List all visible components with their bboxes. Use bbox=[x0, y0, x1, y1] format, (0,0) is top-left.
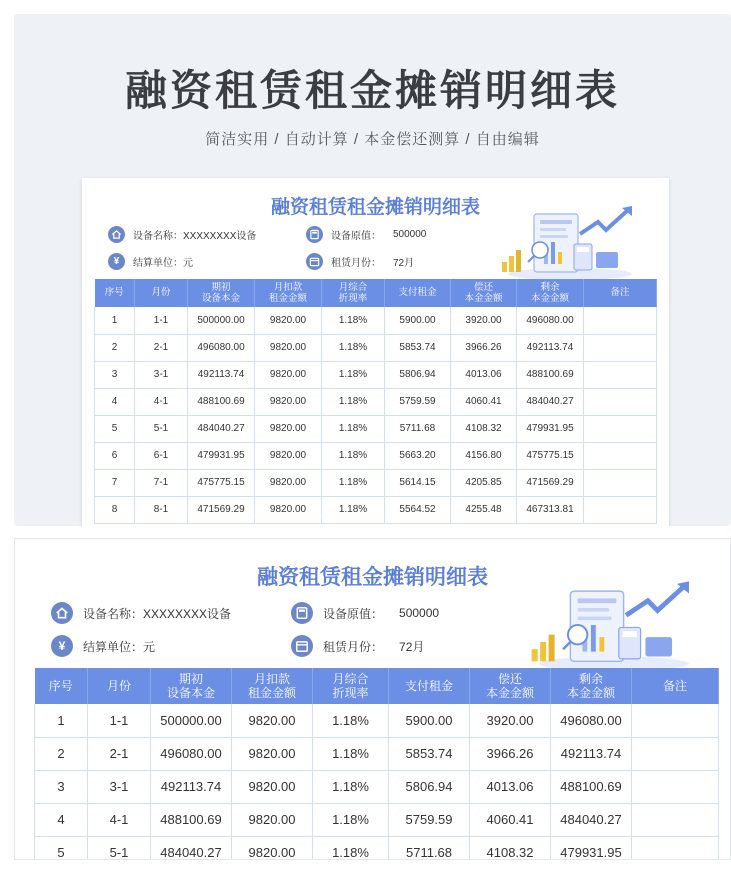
device-name-label: 设备名称： bbox=[133, 231, 183, 242]
table-row bbox=[95, 361, 657, 388]
cell-rent-paid: 5711.68 bbox=[385, 415, 451, 442]
col-header-remarks bbox=[584, 279, 657, 307]
cell-remaining-principal: 479931.95 bbox=[551, 836, 632, 860]
col-header-text: 月份 bbox=[106, 678, 131, 693]
cell-opening-principal: 488100.69 bbox=[188, 388, 255, 415]
cell-principal-repaid: 4060.41 bbox=[451, 388, 517, 415]
cell-discount-rate: 1.18% bbox=[322, 469, 385, 496]
cell-month: 3-1 bbox=[88, 770, 151, 803]
cell-principal-repaid: 3966.26 bbox=[470, 737, 551, 770]
col-header-text: 本金金额 bbox=[530, 293, 569, 304]
cell-seq: 8 bbox=[95, 496, 135, 523]
cell-rent-paid: 5759.59 bbox=[385, 388, 451, 415]
col-header-rent-paid bbox=[389, 668, 470, 704]
months-label: 租赁月份： bbox=[331, 258, 381, 269]
cell-discount-rate: 1.18% bbox=[322, 388, 385, 415]
col-header-text: 剩余 bbox=[578, 671, 603, 686]
table-row bbox=[95, 469, 657, 496]
cell-rent-paid: 5900.00 bbox=[389, 704, 470, 737]
col-header-monthly-rent bbox=[232, 668, 313, 704]
cell-discount-rate: 1.18% bbox=[322, 496, 385, 523]
cell-remaining-principal: 496080.00 bbox=[517, 307, 584, 334]
cell-principal-repaid: 4060.41 bbox=[470, 803, 551, 836]
cell-opening-principal: 475775.15 bbox=[188, 469, 255, 496]
cell-month: 5-1 bbox=[135, 415, 188, 442]
cell-monthly-rent: 9820.00 bbox=[232, 704, 313, 737]
col-header-text: 月扣款 bbox=[273, 281, 303, 293]
cell-rent-paid: 5663.20 bbox=[385, 442, 451, 469]
cell-month: 8-1 bbox=[135, 496, 188, 523]
col-header-text: 月份 bbox=[151, 287, 171, 299]
cell-monthly-rent: 9820.00 bbox=[255, 496, 322, 523]
cell-remarks[interactable] bbox=[584, 442, 657, 469]
cell-opening-principal: 484040.27 bbox=[151, 836, 232, 860]
col-header-remarks bbox=[632, 668, 719, 704]
col-header-text: 偿还 bbox=[473, 281, 493, 293]
table-row bbox=[35, 704, 719, 737]
months-label: 租赁月份： bbox=[323, 639, 384, 654]
col-header-remaining-principal bbox=[551, 668, 632, 704]
cell-monthly-rent: 9820.00 bbox=[232, 803, 313, 836]
yen-icon: ¥ bbox=[51, 635, 73, 657]
cell-discount-rate: 1.18% bbox=[322, 361, 385, 388]
cell-monthly-rent: 9820.00 bbox=[232, 770, 313, 803]
cell-monthly-rent: 9820.00 bbox=[255, 442, 322, 469]
cell-remaining-principal: 479931.95 bbox=[517, 415, 584, 442]
sheet-title: 融资租赁租金摊销明细表 bbox=[270, 197, 480, 218]
cell-month: 5-1 bbox=[88, 836, 151, 860]
original-value-row bbox=[291, 602, 439, 624]
original-value: 500000 bbox=[399, 606, 440, 620]
calculator-icon bbox=[306, 226, 323, 243]
hero-subtitle: 简洁实用 / 自动计算 / 本金偿还测算 / 自由编辑 bbox=[205, 131, 540, 148]
cell-month: 4-1 bbox=[135, 388, 188, 415]
hero-title: 融资租赁租金摊销明细表 bbox=[124, 66, 620, 115]
cell-discount-rate: 1.18% bbox=[313, 737, 389, 770]
col-header-text: 折现率 bbox=[332, 686, 369, 700]
col-header-principal-repaid bbox=[451, 279, 517, 307]
cell-monthly-rent: 9820.00 bbox=[255, 361, 322, 388]
col-header-text: 设备本金 bbox=[201, 293, 240, 304]
yen-icon: ¥ bbox=[108, 253, 125, 270]
table-row bbox=[95, 496, 657, 523]
col-header-text: 月扣款 bbox=[253, 671, 290, 686]
table-row bbox=[95, 442, 657, 469]
months-value: 72月 bbox=[393, 258, 415, 269]
cell-rent-paid: 5614.15 bbox=[385, 469, 451, 496]
cell-remarks[interactable] bbox=[584, 415, 657, 442]
cell-discount-rate: 1.18% bbox=[322, 415, 385, 442]
cell-seq: 3 bbox=[35, 770, 88, 803]
table-row bbox=[35, 836, 719, 860]
cell-principal-repaid: 3920.00 bbox=[451, 307, 517, 334]
col-header-seq bbox=[95, 279, 135, 307]
col-header-text: 偿还 bbox=[497, 671, 522, 686]
unit-value: 元 bbox=[143, 639, 156, 654]
device-name-row bbox=[108, 226, 256, 243]
unit-row bbox=[108, 253, 193, 270]
cell-opening-principal: 492113.74 bbox=[188, 361, 255, 388]
col-header-text: 本金金额 bbox=[464, 293, 503, 304]
calculator-icon bbox=[291, 602, 313, 624]
table-header-row bbox=[95, 279, 657, 307]
cell-month: 3-1 bbox=[135, 361, 188, 388]
cell-principal-repaid: 3966.26 bbox=[451, 334, 517, 361]
cell-seq: 2 bbox=[95, 334, 135, 361]
cell-principal-repaid: 4013.06 bbox=[470, 770, 551, 803]
cell-rent-paid: 5759.59 bbox=[389, 803, 470, 836]
cell-remarks[interactable] bbox=[584, 496, 657, 523]
cell-principal-repaid: 4156.80 bbox=[451, 442, 517, 469]
calendar-icon bbox=[306, 253, 323, 270]
col-header-seq bbox=[35, 668, 88, 704]
cell-monthly-rent: 9820.00 bbox=[232, 737, 313, 770]
col-header-text: 支付租金 bbox=[398, 287, 437, 299]
col-header-text: 期初 bbox=[211, 281, 231, 293]
cell-remaining-principal: 484040.27 bbox=[551, 803, 632, 836]
col-header-discount-rate bbox=[322, 279, 385, 307]
table-row bbox=[95, 415, 657, 442]
table-header-row bbox=[35, 668, 719, 704]
col-header-text: 序号 bbox=[48, 678, 73, 693]
cell-discount-rate: 1.18% bbox=[313, 704, 389, 737]
cell-monthly-rent: 9820.00 bbox=[255, 469, 322, 496]
col-header-text: 序号 bbox=[104, 287, 124, 299]
cell-remaining-principal: 488100.69 bbox=[551, 770, 632, 803]
cell-month: 1-1 bbox=[135, 307, 188, 334]
cell-principal-repaid: 4013.06 bbox=[451, 361, 517, 388]
cell-opening-principal: 479931.95 bbox=[188, 442, 255, 469]
cell-rent-paid: 5711.68 bbox=[389, 836, 470, 860]
cell-principal-repaid: 4255.48 bbox=[451, 496, 517, 523]
original-value-row bbox=[306, 226, 426, 243]
preview-top-panel bbox=[14, 14, 731, 526]
cell-month: 1-1 bbox=[88, 704, 151, 737]
col-header-text: 备注 bbox=[610, 287, 630, 299]
cell-month: 4-1 bbox=[88, 803, 151, 836]
cell-remaining-principal: 488100.69 bbox=[517, 361, 584, 388]
col-header-text: 备注 bbox=[662, 678, 687, 693]
col-header-opening-principal bbox=[151, 668, 232, 704]
cell-remaining-principal: 475775.15 bbox=[517, 442, 584, 469]
house-icon bbox=[51, 602, 73, 624]
original-value-label: 设备原值： bbox=[323, 606, 384, 621]
cell-month: 2-1 bbox=[88, 737, 151, 770]
cell-principal-repaid: 4205.85 bbox=[451, 469, 517, 496]
cell-monthly-rent: 9820.00 bbox=[255, 334, 322, 361]
col-header-text: 月综合 bbox=[338, 281, 368, 293]
cell-month: 6-1 bbox=[135, 442, 188, 469]
cell-remaining-principal: 492113.74 bbox=[551, 737, 632, 770]
sheet-preview-small bbox=[82, 178, 669, 526]
cell-remaining-principal: 496080.00 bbox=[551, 704, 632, 737]
col-header-month bbox=[135, 279, 188, 307]
months-value: 72月 bbox=[399, 639, 425, 654]
unit-label: 结算单位： bbox=[83, 639, 144, 654]
cell-opening-principal: 496080.00 bbox=[188, 334, 255, 361]
col-header-discount-rate bbox=[313, 668, 389, 704]
col-header-text: 租金金额 bbox=[247, 686, 296, 700]
cell-principal-repaid: 4108.32 bbox=[451, 415, 517, 442]
cell-remarks[interactable] bbox=[632, 836, 719, 860]
cell-rent-paid: 5900.00 bbox=[385, 307, 451, 334]
unit-value: 元 bbox=[183, 258, 193, 269]
cell-opening-principal: 500000.00 bbox=[188, 307, 255, 334]
cell-monthly-rent: 9820.00 bbox=[255, 388, 322, 415]
cell-opening-principal: 471569.29 bbox=[188, 496, 255, 523]
cell-rent-paid: 5806.94 bbox=[389, 770, 470, 803]
months-row bbox=[306, 253, 414, 270]
device-name-label: 设备名称： bbox=[83, 606, 144, 621]
cell-principal-repaid: 3920.00 bbox=[470, 704, 551, 737]
table-row bbox=[35, 737, 719, 770]
months-row bbox=[291, 635, 424, 657]
original-value: 500000 bbox=[393, 229, 427, 240]
cell-discount-rate: 1.18% bbox=[313, 803, 389, 836]
device-name-value: XXXXXXXX设备 bbox=[183, 231, 257, 242]
cell-discount-rate: 1.18% bbox=[322, 442, 385, 469]
cell-month: 2-1 bbox=[135, 334, 188, 361]
cell-opening-principal: 492113.74 bbox=[151, 770, 232, 803]
cell-opening-principal: 500000.00 bbox=[151, 704, 232, 737]
cell-discount-rate: 1.18% bbox=[313, 770, 389, 803]
device-name-row bbox=[51, 602, 231, 624]
col-header-text: 本金金额 bbox=[485, 686, 534, 700]
amortization-table bbox=[94, 279, 657, 524]
col-header-monthly-rent bbox=[255, 279, 322, 307]
col-header-text: 剩余 bbox=[540, 281, 560, 293]
cell-remaining-principal: 484040.27 bbox=[517, 388, 584, 415]
cell-month: 7-1 bbox=[135, 469, 188, 496]
finance-chart-illustration bbox=[525, 579, 715, 671]
cell-seq: 1 bbox=[35, 704, 88, 737]
finance-chart-illustration bbox=[500, 204, 650, 280]
col-header-remaining-principal bbox=[517, 279, 584, 307]
cell-remaining-principal: 492113.74 bbox=[517, 334, 584, 361]
col-header-principal-repaid bbox=[470, 668, 551, 704]
cell-rent-paid: 5853.74 bbox=[385, 334, 451, 361]
cell-discount-rate: 1.18% bbox=[313, 836, 389, 860]
col-header-text: 支付租金 bbox=[404, 678, 453, 693]
col-header-opening-principal bbox=[188, 279, 255, 307]
col-header-text: 月综合 bbox=[332, 671, 369, 686]
cell-remarks[interactable] bbox=[632, 770, 719, 803]
cell-seq: 4 bbox=[95, 388, 135, 415]
cell-remarks[interactable] bbox=[584, 469, 657, 496]
col-header-text: 期初 bbox=[178, 671, 203, 686]
cell-remarks[interactable] bbox=[632, 737, 719, 770]
cell-seq: 5 bbox=[35, 836, 88, 860]
cell-seq: 7 bbox=[95, 469, 135, 496]
cell-remarks[interactable] bbox=[584, 361, 657, 388]
cell-discount-rate: 1.18% bbox=[322, 307, 385, 334]
cell-monthly-rent: 9820.00 bbox=[255, 415, 322, 442]
cell-seq: 5 bbox=[95, 415, 135, 442]
original-value-label: 设备原值： bbox=[331, 231, 381, 242]
cell-remaining-principal: 467313.81 bbox=[517, 496, 584, 523]
col-header-text: 设备本金 bbox=[166, 686, 215, 700]
cell-rent-paid: 5564.52 bbox=[385, 496, 451, 523]
cell-opening-principal: 484040.27 bbox=[188, 415, 255, 442]
amortization-table bbox=[34, 668, 719, 860]
cell-seq: 3 bbox=[95, 361, 135, 388]
cell-remaining-principal: 471569.29 bbox=[517, 469, 584, 496]
unit-label: 结算单位： bbox=[133, 258, 183, 269]
device-name-value: XXXXXXXX设备 bbox=[143, 606, 232, 621]
cell-principal-repaid: 4108.32 bbox=[470, 836, 551, 860]
unit-row bbox=[51, 635, 155, 657]
cell-remarks[interactable] bbox=[632, 704, 719, 737]
col-header-month bbox=[88, 668, 151, 704]
cell-seq: 4 bbox=[35, 803, 88, 836]
col-header-text: 租金金额 bbox=[268, 293, 307, 304]
cell-seq: 1 bbox=[95, 307, 135, 334]
cell-monthly-rent: 9820.00 bbox=[255, 307, 322, 334]
cell-rent-paid: 5806.94 bbox=[385, 361, 451, 388]
cell-monthly-rent: 9820.00 bbox=[232, 836, 313, 860]
cell-opening-principal: 488100.69 bbox=[151, 803, 232, 836]
table-row bbox=[95, 334, 657, 361]
cell-remarks[interactable] bbox=[584, 334, 657, 361]
cell-opening-principal: 496080.00 bbox=[151, 737, 232, 770]
sheet-title: 融资租赁租金摊销明细表 bbox=[257, 566, 488, 589]
table-row bbox=[35, 803, 719, 836]
calendar-icon bbox=[291, 635, 313, 657]
col-header-text: 折现率 bbox=[338, 293, 368, 304]
house-icon bbox=[108, 226, 125, 243]
cell-discount-rate: 1.18% bbox=[322, 334, 385, 361]
cell-remarks[interactable] bbox=[632, 803, 719, 836]
cell-remarks[interactable] bbox=[584, 388, 657, 415]
cell-remarks[interactable] bbox=[584, 307, 657, 334]
col-header-text: 本金金额 bbox=[566, 686, 615, 700]
cell-seq: 6 bbox=[95, 442, 135, 469]
cell-seq: 2 bbox=[35, 737, 88, 770]
col-header-rent-paid bbox=[385, 279, 451, 307]
table-row bbox=[35, 770, 719, 803]
table-row bbox=[95, 307, 657, 334]
cell-rent-paid: 5853.74 bbox=[389, 737, 470, 770]
preview-bottom-panel bbox=[14, 538, 731, 860]
table-row bbox=[95, 388, 657, 415]
